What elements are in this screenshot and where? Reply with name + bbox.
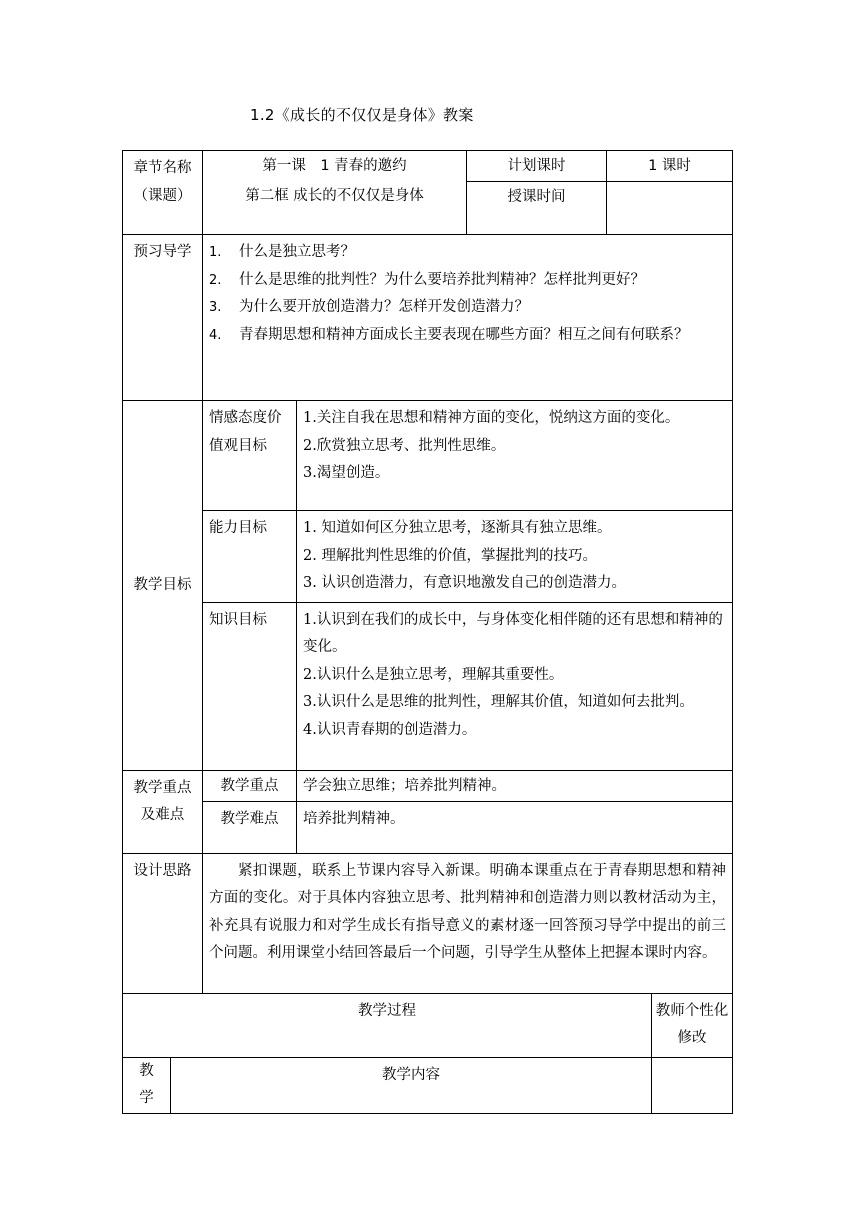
goal-item: 4.认识青春期的创造潜力。 bbox=[303, 721, 477, 738]
hours-label-cell bbox=[467, 151, 607, 235]
planned-hours-value: 1 课时 bbox=[607, 151, 732, 182]
key-points-label: 教学重点及难点 bbox=[123, 770, 203, 853]
knowledge-goal-label: 知识目标 bbox=[203, 602, 297, 770]
question-text: 为什么要开放创造潜力？怎样开发创造潜力？ bbox=[239, 299, 529, 315]
emotion-goal-label: 情感态度价值观目标 bbox=[203, 401, 297, 511]
lesson-line-1: 第一课 1 青春的邀约 bbox=[262, 158, 407, 174]
list-item bbox=[209, 322, 726, 350]
design-text: 紧扣课题，联系上节课内容导入新课。明确本课重点在于青春期思想和精神方面的变化。对于具体内容独立思考、批判精神和创造潜力则以教材活动为主，补充具有说服力和对学生成长有指导意义的素材逐一回答预习导学中提出的前三个问题。利用课堂小结回答最后一个问题，引导学生从整体上把握本课时内容。 bbox=[203, 853, 733, 993]
ability-goal-items bbox=[297, 511, 733, 603]
teacher-modify-label: 教师个性化修改 bbox=[652, 993, 733, 1057]
preview-label: 预习导学 bbox=[123, 235, 203, 401]
goal-item: 1. 知道如何区分独立思考，逐渐具有独立思维。 bbox=[303, 520, 612, 536]
goal-item: 3.认识什么是思维的批判性，理解其价值，知道如何去批判。 bbox=[303, 694, 694, 710]
question-text: 什么是独立思考？ bbox=[239, 244, 355, 260]
goal-item: 1.认识到在我们的成长中，与身体变化相伴随的还有思想和精神的变化。 bbox=[303, 611, 723, 655]
lesson-title-cell bbox=[203, 151, 467, 235]
goal-item: 2.认识什么是独立思考，理解其重要性。 bbox=[303, 666, 564, 683]
question-text: 青春期思想和精神方面成长主要表现在哪些方面？相互之间有何联系？ bbox=[239, 326, 689, 343]
process-label: 教学过程 bbox=[123, 993, 652, 1057]
content-label: 教学内容 bbox=[171, 1057, 652, 1113]
lesson-plan-table bbox=[122, 150, 733, 1114]
teaching-time-value bbox=[607, 182, 732, 212]
goal-item: 3. 认识创造潜力，有意识地激发自己的创造潜力。 bbox=[303, 575, 626, 591]
knowledge-goal-items bbox=[297, 602, 733, 770]
design-label: 设计思路 bbox=[123, 853, 203, 993]
ability-goal-label: 能力目标 bbox=[203, 511, 297, 603]
goal-item: 2.欣赏独立思考、批判性思维。 bbox=[303, 437, 506, 454]
planned-hours-label: 计划课时 bbox=[467, 151, 606, 182]
list-item bbox=[209, 239, 726, 267]
objectives-label: 教学目标 bbox=[123, 401, 203, 771]
goal-item: 2. 理解批判性思维的价值，掌握批判的技巧。 bbox=[303, 547, 597, 564]
document-title: 1.2《成长的不仅仅是身体》教案 bbox=[250, 106, 474, 124]
list-item bbox=[209, 294, 726, 322]
emotion-goal-items bbox=[297, 401, 733, 511]
goal-item: 3.渴望创造。 bbox=[303, 465, 390, 481]
question-number: 1. bbox=[209, 245, 222, 260]
hours-value-cell bbox=[607, 151, 733, 235]
goal-item: 1.关注自我在思想和精神方面的变化，悦纳这方面的变化。 bbox=[303, 410, 680, 426]
difficulty-text: 培养批判精神。 bbox=[297, 801, 733, 853]
preview-questions bbox=[203, 235, 733, 401]
list-item bbox=[209, 267, 726, 295]
teaching-time-label: 授课时间 bbox=[507, 189, 566, 205]
focus-text: 学会独立思维；培养批判精神。 bbox=[297, 770, 733, 801]
lesson-line-2: 第二框 成长的不仅仅是身体 bbox=[245, 188, 424, 204]
question-text: 什么是思维的批判性？为什么要培养批判精神？怎样批判更好？ bbox=[239, 271, 645, 288]
question-number: 3. bbox=[209, 300, 222, 315]
process-side-label: 教学 bbox=[123, 1057, 171, 1113]
teacher-modify-cell bbox=[652, 1057, 733, 1113]
difficulty-label: 教学难点 bbox=[203, 801, 297, 853]
focus-label: 教学重点 bbox=[203, 770, 297, 801]
question-number: 2. bbox=[209, 272, 222, 288]
chapter-label: 章节名称（课题） bbox=[123, 151, 203, 235]
question-number: 4. bbox=[209, 327, 222, 343]
